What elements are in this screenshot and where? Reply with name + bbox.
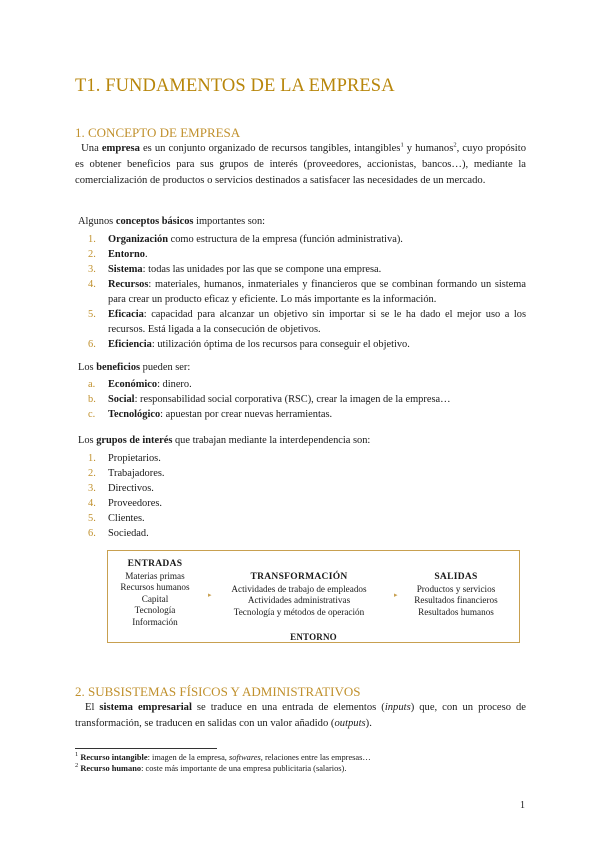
- salidas-item: Resultados humanos: [418, 606, 494, 617]
- entradas-title: ENTRADAS: [127, 559, 183, 569]
- list-item: 1. Propietarios.: [88, 453, 161, 464]
- list-item: 2. Entorno.: [88, 249, 148, 260]
- list-item: 6. Sociedad.: [88, 528, 149, 539]
- grupos-list: [80, 451, 526, 541]
- transformacion-title: TRANSFORMACIÓN: [250, 572, 348, 582]
- page-number: 1: [520, 800, 525, 811]
- list-item: 3. Sistema: todas las unidades por las que se compone una empresa.: [88, 264, 382, 275]
- system-diagram: [107, 550, 520, 643]
- page-title: T1. FUNDAMENTOS DE LA EMPRESA: [75, 76, 395, 96]
- entradas-column: [112, 559, 198, 629]
- transformacion-item: Actividades de trabajo de empleados: [231, 583, 367, 594]
- entradas-item: Capital: [141, 593, 169, 604]
- salidas-title: SALIDAS: [434, 572, 478, 582]
- arrow-right-icon: ▸: [394, 591, 398, 599]
- entradas-item: Información: [132, 616, 178, 627]
- salidas-item: Productos y servicios: [416, 583, 496, 594]
- empresa-definition: Una empresa es un conjunto organizado de recursos tangibles, intangibles$^1$ y humanos$^2$, cuyo propósito es obtener beneficios para sus grupos de interés (proveedores, accionistas, bancos…), mediante la comercialización de productos o servicios destinados a satisfacer las necesidades de un mercado.: [75, 141, 526, 186]
- entradas-item: Materias primas: [125, 570, 185, 581]
- entorno-label: ENTORNO: [290, 632, 337, 642]
- grupos-intro: Los grupos de interés que trabajan mediante la interdependencia son:: [78, 435, 371, 446]
- list-item: a. Económico: dinero.: [88, 379, 192, 390]
- conceptos-intro: Algunos conceptos básicos importantes son:: [78, 216, 266, 227]
- transformacion-item: Actividades administrativas: [247, 595, 351, 606]
- list-item: 3. Directivos.: [88, 483, 154, 494]
- entradas-item: Tecnología: [134, 605, 176, 616]
- list-item: c. Tecnológico: apuestan por crear nuevas herramientas.: [88, 409, 333, 420]
- list-item: b. Social: responsabilidad social corporativa (RSC), crear la imagen de la empresa…: [88, 394, 451, 405]
- list-item: 5. Eficacia: capacidad para alcanzar un objetivo sin importar si se le ha dado el mejor uso a los recursos. Está ligada a la consecución de objetivos.: [88, 309, 526, 335]
- list-item: 4. Recursos: materiales, humanos, inmateriales y financieros que se combinan formando un sistema para crear un producto eficaz y eficiente. Lo más importante es la información.: [88, 279, 526, 305]
- section-1-heading: 1. CONCEPTO DE EMPRESA: [75, 125, 241, 140]
- list-item: 5. Clientes.: [88, 513, 145, 524]
- salidas-column: [406, 572, 506, 618]
- transformacion-item: Tecnología y métodos de operación: [233, 606, 365, 617]
- arrow-right-icon: ▸: [208, 591, 212, 599]
- sistema-empresarial-paragraph: El sistema empresarial se traduce en una entrada de elementos (inputs) que, con un proceso de transformación, se traducen en salidas con un valor añadido (outputs).: [75, 702, 527, 729]
- entradas-item: Recursos humanos: [120, 582, 190, 593]
- beneficios-list: [80, 377, 526, 422]
- list-item: 4. Proveedores.: [88, 498, 162, 509]
- footnote-divider: [75, 748, 217, 749]
- conceptos-list: [80, 232, 526, 352]
- beneficios-intro: Los beneficios pueden ser:: [78, 362, 191, 373]
- section-2-heading: 2. SUBSISTEMAS FÍSICOS Y ADMINISTRATIVOS: [75, 684, 361, 699]
- list-item: 2. Trabajadores.: [88, 468, 165, 479]
- footnote-2: $^2$ Recurso humano: coste más importante de una empresa publicitaria (salarios).: [75, 762, 347, 773]
- list-item: 6. Eficiencia: utilización óptima de los recursos para conseguir el objetivo.: [88, 339, 410, 350]
- footnote-1: $^1$ Recurso intangible: imagen de la empresa, softwares, relaciones entre las empresas…: [75, 751, 371, 762]
- list-item: 1. Organización como estructura de la empresa (función administrativa).: [88, 234, 403, 245]
- transformacion-column: [221, 572, 377, 618]
- salidas-item: Resultados financieros: [414, 595, 498, 606]
